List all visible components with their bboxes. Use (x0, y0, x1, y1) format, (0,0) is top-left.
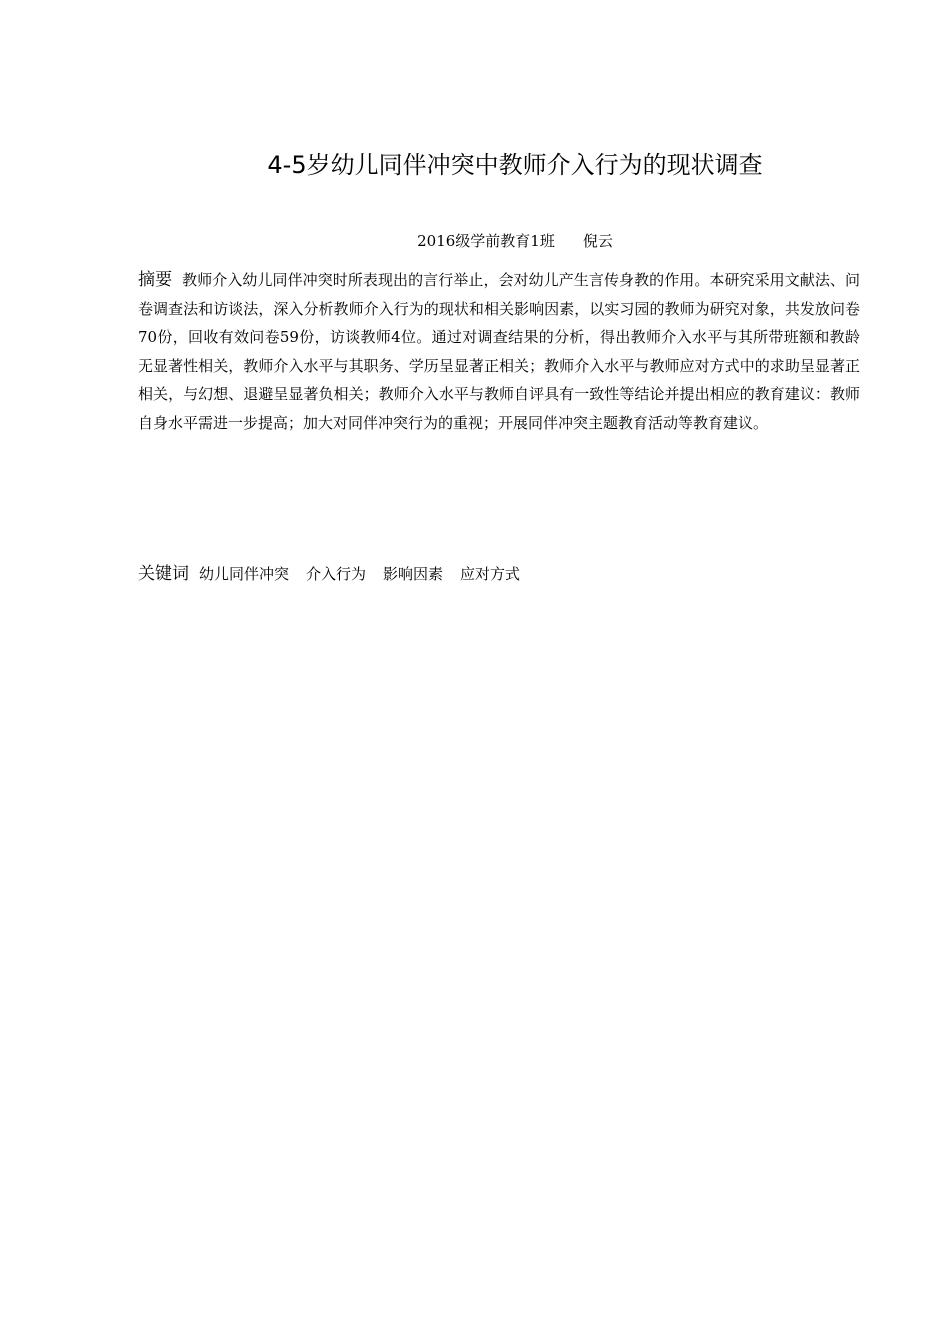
abstract-label: 摘要 (138, 270, 173, 290)
keywords-label: 关键词 (138, 564, 189, 584)
author-class: 2016级学前教育1班 (417, 232, 555, 250)
abstract-text: 教师介入幼儿同伴冲突时所表现出的言行举止，会对幼儿产生言传身教的作用。本研究采用文献法、问卷调查法和访谈法，深入分析教师介入行为的现状和相关影响因素，以实习园的教师为研究对象，共发放问卷70份，回收有效问卷59份，访谈教师4位。通过对调查结果的分析，得出教师介入水平与其所带班额和教龄无显著性相关，教师介入水平与其职务、学历呈显著正相关；教师介入水平与教师应对方式中的求助呈显著正相关，与幻想、退避呈显著负相关；教师介入水平与教师自评具有一致性等结论并提出相应的教育建议：教师自身水平需进一步提高；加大对同伴冲突行为的重视；开展同伴冲突主题教育活动等教育建议。 (138, 271, 861, 432)
keyword-item: 影响因素 (383, 565, 444, 583)
author-name: 倪云 (582, 232, 613, 250)
keywords-section (138, 560, 860, 588)
keyword-item: 幼儿同伴冲突 (199, 565, 290, 583)
keyword-item: 应对方式 (460, 565, 521, 583)
paper-title: 4-5岁幼儿同伴冲突中教师介入行为的现状调查 (267, 151, 763, 179)
keyword-item: 介入行为 (306, 565, 367, 583)
author-line (0, 230, 950, 252)
abstract-section (138, 266, 860, 437)
